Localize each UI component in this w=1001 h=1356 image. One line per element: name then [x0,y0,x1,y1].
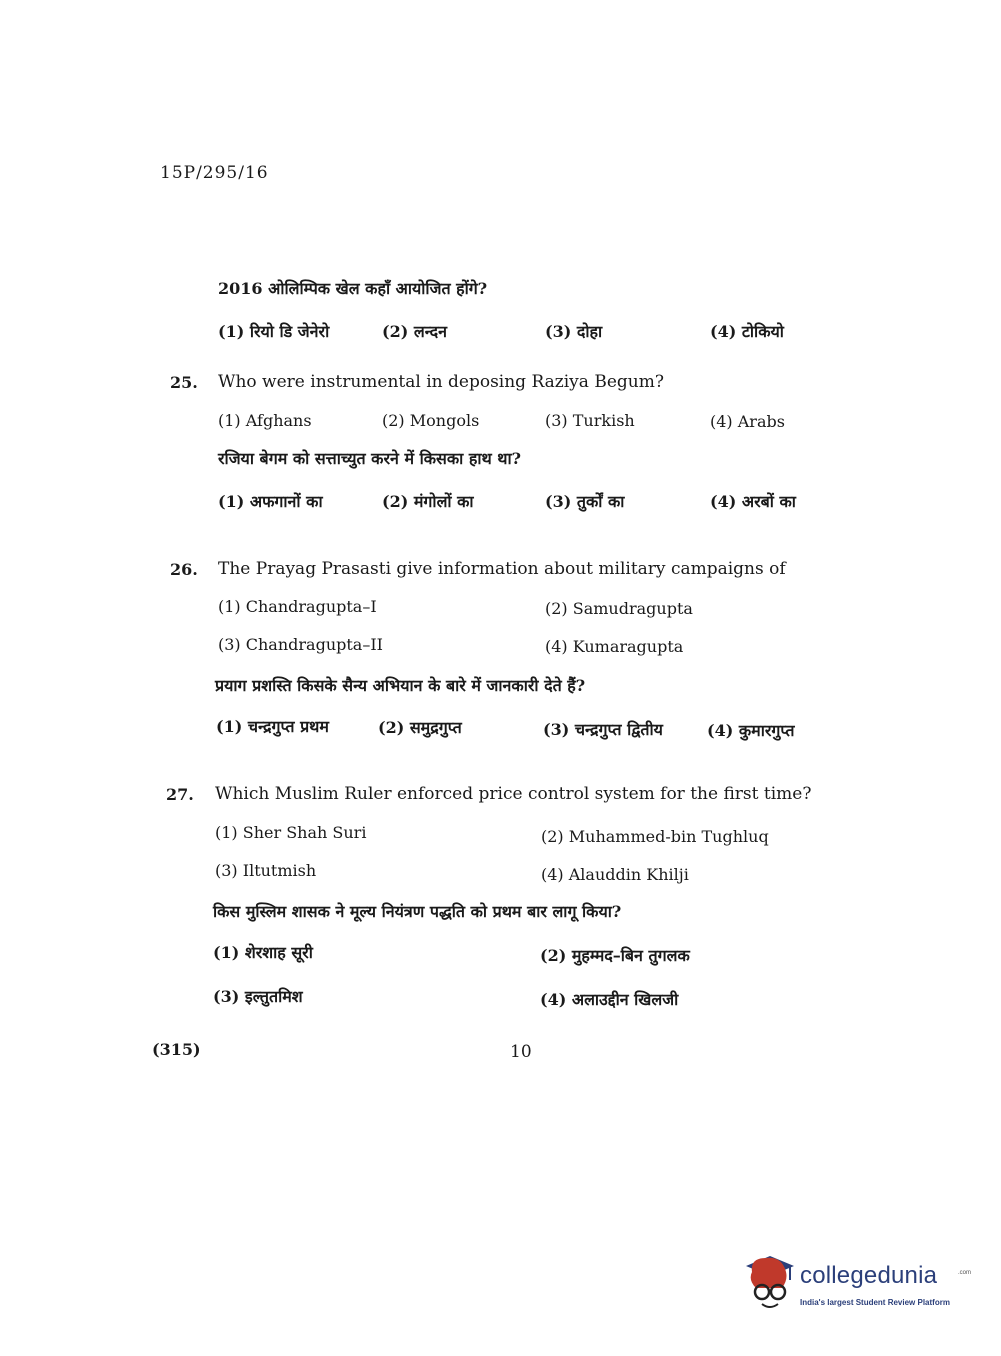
q25-option-3: (3) Turkish [545,411,635,430]
q25-option-2: (2) Mongols [382,411,480,430]
logo-tagline: India's largest Student Review Platform [800,1298,950,1307]
q26-option-2: (2) Samudragupta [545,599,693,618]
q27-number: 27. [166,785,194,804]
q26-question-hindi: प्रयाग प्रशस्ति किसके सैन्य अभियान के बारे में जानकारी देते हैं? [215,676,586,695]
logo-wordmark: collegedunia [800,1262,938,1289]
q25-option-1-hindi: (1) अफगानों का [218,492,323,511]
q26-number: 26. [170,560,198,579]
q27-option-3-hindi: (3) इल्तुतमिश [213,987,303,1006]
collegedunia-watermark [742,1250,972,1320]
q26-option-4: (4) Kumaragupta [545,637,684,656]
q27-question-hindi: किस मुस्लिम शासक ने मूल्य नियंत्रण पद्धति को प्रथम बार लागू किया? [213,902,622,921]
q26-option-1-hindi: (1) चन्द्रगुप्त प्रथम [216,717,329,736]
q25-option-1: (1) Afghans [218,411,312,430]
logo-suffix: .com [958,1270,972,1276]
q25-option-3-hindi: (3) तुर्कों का [545,492,625,511]
mascot-icon [742,1250,798,1316]
q25-option-2-hindi: (2) मंगोलों का [382,492,474,511]
q26-question: The Prayag Prasasti give information about military campaigns of [218,559,786,579]
q25-question: Who were instrumental in deposing Raziya Begum? [218,372,664,392]
q25-number: 25. [170,373,198,392]
q27-option-2-hindi: (2) मुहम्मद–बिन तुगलक [540,946,690,965]
q26-option-4-hindi: (4) कुमारगुप्त [707,721,795,740]
q24-question-hindi: 2016 ओलिम्पिक खेल कहाँ आयोजित होंगे? [218,279,488,298]
q25-option-4: (4) Arabs [710,412,785,431]
q24-option-2-hindi: (2) लन्दन [382,322,448,341]
q26-option-2-hindi: (2) समुद्रगुप्त [378,718,462,737]
q25-option-4-hindi: (4) अरबों का [710,492,796,511]
q27-option-1: (1) Sher Shah Suri [215,823,367,842]
q27-option-1-hindi: (1) शेरशाह सूरी [213,943,313,962]
q26-option-3: (3) Chandragupta–II [218,635,383,654]
page-number: 10 [510,1042,532,1062]
q27-option-4: (4) Alauddin Khilji [541,865,689,884]
set-code: (315) [152,1040,201,1059]
q24-option-1-hindi: (1) रियो डि जेनेरो [218,322,330,341]
q27-option-4-hindi: (4) अलाउद्दीन खिलजी [540,990,679,1009]
q27-option-2: (2) Muhammed-bin Tughluq [541,827,769,846]
paper-code: 15P/295/16 [160,163,269,183]
q26-option-3-hindi: (3) चन्द्रगुप्त द्वितीय [543,720,663,739]
q27-option-3: (3) Iltutmish [215,861,317,880]
q25-question-hindi: रजिया बेगम को सत्ताच्युत करने में किसका हाथ था? [218,449,522,468]
q27-question: Which Muslim Ruler enforced price control system for the first time? [215,784,812,804]
q24-option-4-hindi: (4) टोकियो [710,322,784,341]
q24-option-3-hindi: (3) दोहा [545,322,603,341]
q26-option-1: (1) Chandragupta–I [218,597,377,616]
